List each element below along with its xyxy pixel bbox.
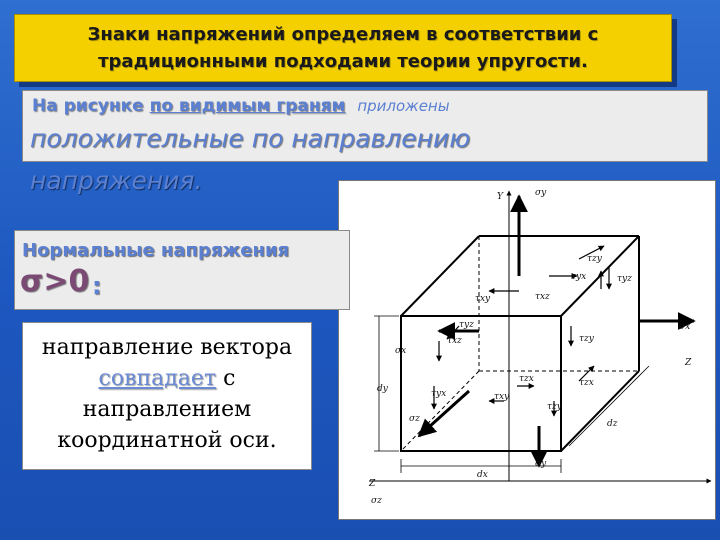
- rule-highlight: совпадает: [98, 366, 217, 391]
- intro-part-2-underlined: по видимым граням: [149, 96, 346, 116]
- label-dx: dx: [477, 470, 488, 480]
- rule-line-1: направление вектора: [41, 335, 293, 360]
- rule-line-4: координатной оси.: [57, 428, 277, 453]
- rule-line-3: направлением: [82, 397, 252, 422]
- label-z-axis: Z: [685, 358, 692, 368]
- title-line-1: Знаки напряжений определяем в соответствии с: [87, 24, 599, 45]
- label-tau-yz-left: τyz: [459, 320, 474, 330]
- rule-line-2-rest: с: [223, 366, 236, 391]
- sigma-colon: :: [92, 272, 102, 300]
- label-tau-xy-lower: τxy: [494, 392, 510, 402]
- intro-line-1: [32, 96, 450, 116]
- sigma-condition: σ>0: [20, 264, 90, 299]
- label-tau-zy-lower: τzy: [547, 402, 562, 412]
- label-tau-xy-top: τxy: [475, 294, 491, 304]
- title-box: [14, 14, 672, 82]
- label-tau-yz-top: τyz: [617, 274, 632, 284]
- label-dz: dz: [607, 419, 618, 429]
- stress-cube-figure: [338, 180, 716, 520]
- label-z-axis-lower: Z: [369, 479, 376, 489]
- label-tau-yx-top: τyx: [571, 272, 587, 282]
- label-sigma-z: σz: [371, 496, 382, 506]
- label-sigma-y: σy: [535, 188, 547, 198]
- label-sigma-z-front: σz: [409, 414, 420, 424]
- label-tau-zx-right: τzx: [519, 374, 534, 384]
- label-y-axis: Y: [497, 192, 503, 202]
- intro-part-1: На рисунке: [32, 96, 144, 116]
- label-sigma-x: σx: [679, 322, 691, 332]
- label-sigma-x-left: σx: [395, 346, 407, 356]
- rule-box: [22, 322, 312, 470]
- intro-part-3: приложены: [357, 97, 450, 115]
- label-tau-zy-top: τzy: [587, 254, 602, 264]
- label-tau-zx-lower: τzx: [579, 378, 594, 388]
- label-tau-xz-mid: τxz: [535, 292, 550, 302]
- label-tau-xz-left: τxz: [447, 336, 462, 346]
- label-tau-yx-lower: τyx: [431, 389, 447, 399]
- normal-stress-title: Нормальные напряжения: [22, 240, 290, 261]
- stress-cube-drawing: [339, 181, 715, 519]
- label-tau-zy-right: τzy: [579, 334, 594, 344]
- dimension-lines: [374, 316, 649, 473]
- label-sigma-y-bottom: σy: [535, 459, 547, 469]
- rule-line-2: [23, 363, 311, 394]
- intro-line-3: напряжения.: [30, 166, 203, 195]
- title-line-2: традиционными подходами теории упругости.: [98, 51, 588, 72]
- label-dy: dy: [377, 384, 388, 394]
- intro-line-2: положительные по направлению: [30, 124, 471, 153]
